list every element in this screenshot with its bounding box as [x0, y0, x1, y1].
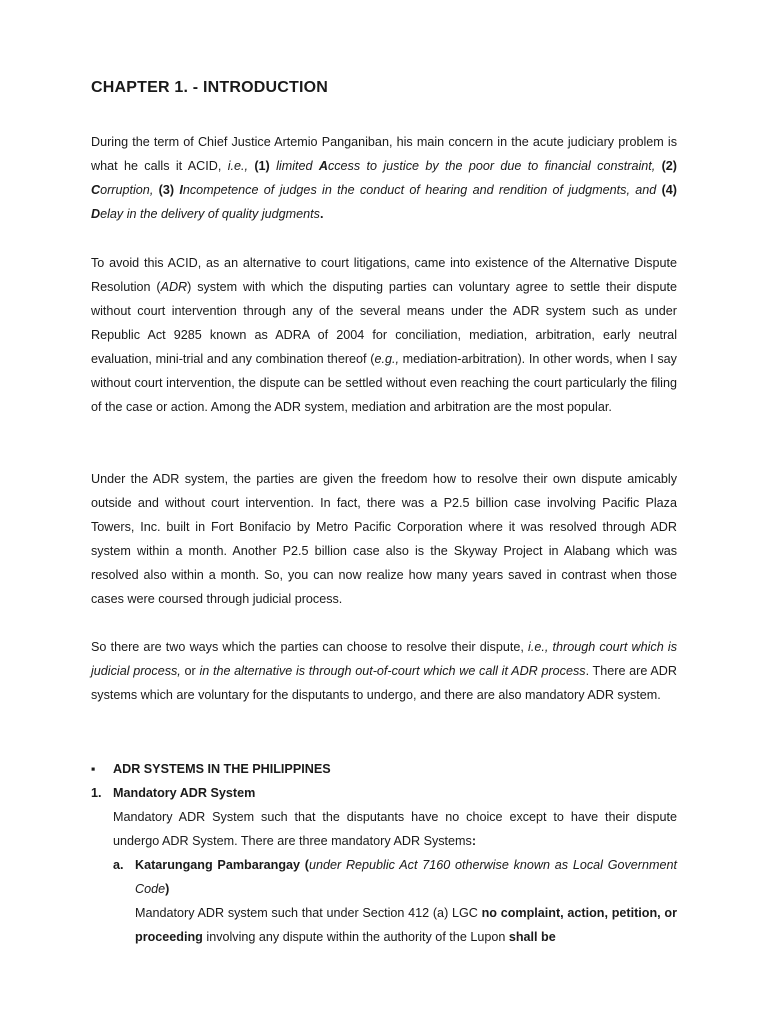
p1-letter-c: C: [91, 183, 101, 197]
sublist-close-paren: ): [165, 882, 170, 896]
mandatory-colon: :: [471, 834, 477, 848]
kp-text-a: Mandatory ADR system such that under Section 412 (a) LGC: [135, 906, 482, 920]
sublist-letter: a.: [113, 858, 124, 872]
p1-incompetence: ncompetence of judges in the conduct of hearing and rendition of judgments, and: [182, 183, 662, 197]
section-heading-text: ADR SYSTEMS IN THE PHILIPPINES: [113, 762, 331, 776]
paragraph-katarungang: [135, 901, 677, 949]
list-number: 1.: [91, 786, 102, 800]
p1-letter-i: I: [179, 183, 183, 197]
p4-judicial: i.e., through court which is judicial process,: [91, 640, 677, 678]
list-item-title: Mandatory ADR System: [113, 786, 256, 800]
p2-text-e: mediation-arbitration). In other words, when I say without court intervention, the dispute can be settled without even reaching the court particularly the filing of the case or action. Among the ADR system, mediation and arbitration are the most popular.: [91, 352, 677, 414]
p4-text-e: . There are ADR systems which are voluntary for the disputants to undergo, and there are also mandatory ADR system.: [91, 664, 677, 702]
p1-limited: limited: [269, 159, 319, 173]
paragraph-adr-intro: [91, 251, 677, 419]
sublist-title: Katarungang Pambarangay: [135, 858, 301, 872]
paragraph-two-ways: [91, 635, 677, 707]
p1-access: ccess to justice by the poor due to financial constraint,: [327, 159, 662, 173]
kp-bold-b: no complaint, action, petition, or proceeding: [135, 906, 677, 944]
p1-num-4: (4): [661, 183, 678, 197]
p2-adr: ADR: [160, 280, 188, 294]
paragraph-acid: [91, 130, 677, 226]
sublist-open-paren: (: [300, 858, 309, 872]
p2-text-c: ) system with which the disputing parties can voluntary agree to settle their dispute without court intervention through any of the several means under the ADR system such as under Republic Act 9285 known as ADRA of 2004 for conciliation, mediation, arbitration, early neutral evaluation, mini-trial and any combination thereof (: [91, 280, 677, 366]
p1-delay: elay in the delivery of quality judgments: [100, 207, 320, 221]
sublist-law: under Republic Act 7160 otherwise known as Local Government Code: [135, 858, 677, 896]
sublist-item-heading: [135, 853, 677, 901]
p1-ie: i.e.,: [227, 159, 249, 173]
p1-letter-a: A: [318, 159, 328, 173]
p1-text: During the term of Chief Justice Artemio Panganiban, his main concern in the acute judiciary problem is what he calls it ACID,: [91, 135, 677, 173]
p1-letter-d: D: [91, 207, 101, 221]
p4-alternative: in the alternative is through out-of-court which we call it ADR process: [199, 664, 586, 678]
paragraph-adr-cases: Under the ADR system, the parties are given the freedom how to resolve their own dispute amicably outside and without court intervention. In fact, there was a P2.5 billion case involving Pacific Plaza Towers, Inc. built in Fort Bonifacio by Metro Pacific Corporation where it was resolved through ADR system within a month. Another P2.5 billion case also is the Skyway Project in Alabang which was resolved also within a month. So, you can now realize how many years saved in contrast when those cases were coursed through judicial process.: [91, 472, 677, 606]
chapter-title: CHAPTER 1. - INTRODUCTION: [91, 79, 328, 96]
kp-text-c: involving any dispute within the authority of the Lupon: [202, 930, 509, 944]
square-bullet-icon: ▪: [91, 762, 96, 776]
mandatory-text: Mandatory ADR System such that the disputants have no choice except to have their dispute undergo ADR System. There are three mandatory ADR Systems: [113, 810, 677, 848]
p1-period: .: [319, 207, 324, 221]
p1-num-3: (3): [158, 183, 175, 197]
p4-text-a: So there are two ways which the parties can choose to resolve their dispute,: [91, 640, 529, 654]
p1-num-2: (2): [661, 159, 677, 173]
p2-text-a: To avoid this ACID, as an alternative to court litigations, came into existence of the Alternative Dispute Resolution (: [91, 256, 677, 294]
p1-corruption: orruption,: [100, 183, 159, 197]
p2-eg: e.g.,: [374, 352, 399, 366]
p4-or: or: [180, 664, 200, 678]
p1-num-1: (1): [254, 159, 270, 173]
kp-bold-d: shall be: [508, 930, 556, 944]
paragraph-mandatory: [113, 805, 677, 853]
